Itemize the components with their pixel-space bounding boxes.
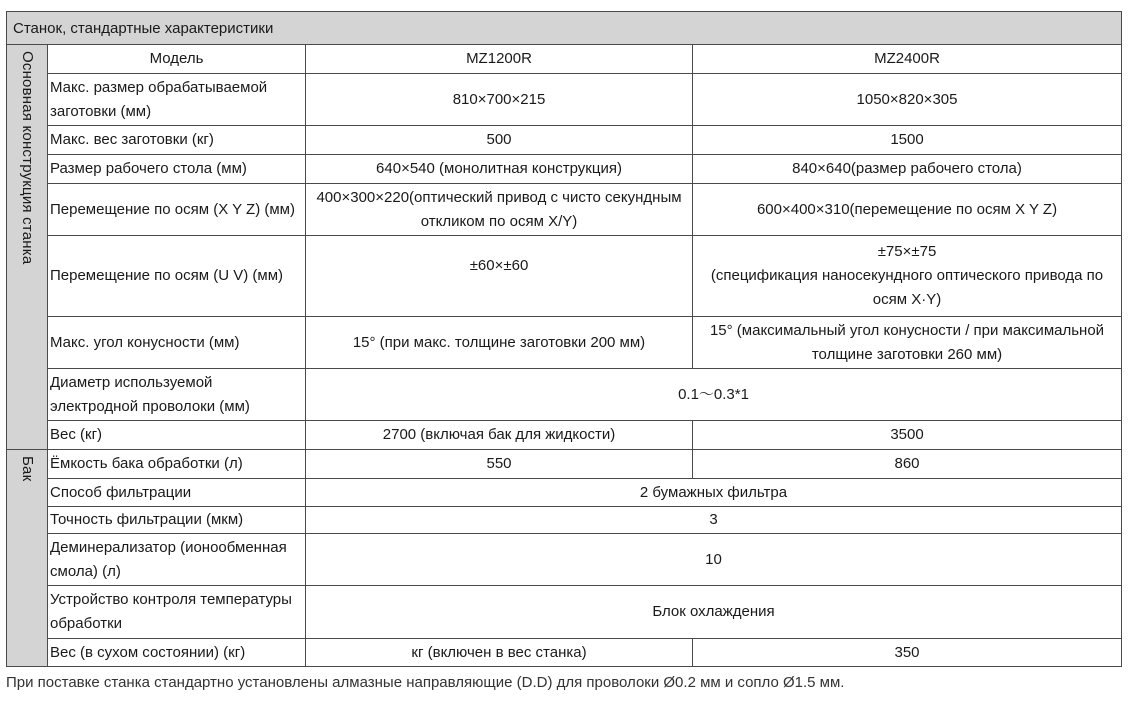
row-value-2: 600×400×310(перемещение по осям X Y Z) [693,184,1122,236]
model-label: Модель [48,45,306,74]
row-value: 10 [306,534,1122,586]
row-value: 2 бумажных фильтра [306,479,1122,507]
row-label: Точность фильтрации (мкм) [48,507,306,534]
table-row [7,507,1122,534]
table-row [7,236,1122,317]
row-value-1: 810×700×215 [306,74,693,126]
row-value: Блок охлаждения [306,586,1122,639]
table-row [7,586,1122,639]
row-label: Перемещение по осям (U V) (мм) [48,236,306,317]
model-col2: MZ2400R [693,45,1122,74]
row-value-1: 640×540 (монолитная конструкция) [306,155,693,184]
row-value-2: 1050×820×305 [693,74,1122,126]
row-label: Ёмкость бака обработки (л) [48,450,306,479]
table-row [7,74,1122,126]
section-main-construction [7,45,48,450]
table-row [7,126,1122,155]
section-tank-label: Бак [19,456,36,482]
table-row [7,450,1122,479]
table-row [7,317,1122,369]
section-main-label: Основная конструкция станка [19,51,36,265]
row-value-2-line1: ±75×±75 [877,243,937,260]
row-value-1: ±60×±60 [306,236,693,317]
row-value-2: 860 [693,450,1122,479]
table-row [7,369,1122,421]
spec-table-container [6,11,1121,667]
row-label: Способ фильтрации [48,479,306,507]
model-col1: MZ1200R [306,45,693,74]
row-label: Макс. вес заготовки (кг) [48,126,306,155]
row-value-2: 15° (максимальный угол конусности / при максимальной толщине заготовки 260 мм) [693,317,1122,369]
row-value-1: 500 [306,126,693,155]
row-value-2: 840×640(размер рабочего стола) [693,155,1122,184]
row-value-1: 2700 (включая бак для жидкости) [306,421,693,450]
row-label: Размер рабочего стола (мм) [48,155,306,184]
row-value-1: кг (включен в вес станка) [306,639,693,667]
row-value-1: 400×300×220(оптический привод с чисто секундным откликом по осям X/Y) [306,184,693,236]
spec-table [6,11,1122,667]
row-value-2: 1500 [693,126,1122,155]
row-value-2: 350 [693,639,1122,667]
table-row [7,479,1122,507]
row-value-2: 3500 [693,421,1122,450]
section-tank [7,450,48,667]
table-row [7,421,1122,450]
row-value-1: 15° (при макс. толщине заготовки 200 мм) [306,317,693,369]
table-row [7,184,1122,236]
row-label: Макс. размер обрабатываемой заготовки (мм) [48,74,306,126]
table-row [7,534,1122,586]
table-row [7,155,1122,184]
row-label: Диаметр используемой электродной проволоки (мм) [48,369,306,421]
row-label: Перемещение по осям (X Y Z) (мм) [48,184,306,236]
row-label: Вес (кг) [48,421,306,450]
table-row [7,639,1122,667]
table-title: Станок, стандартные характеристики [7,12,1122,45]
row-label: Деминерализатор (ионообменная смола) (л) [48,534,306,586]
row-value: 3 [306,507,1122,534]
row-value-2-line2: (спецификация наносекундного оптического привода по осям X·Y) [710,267,1104,308]
row-label: Вес (в сухом состоянии) (кг) [48,639,306,667]
row-label: Устройство контроля температуры обработки [48,586,306,639]
footnote: При поставке станка стандартно установлены алмазные направляющие (D.D) для проволоки Ø0.2 мм и сопло Ø1.5 мм. [6,674,845,691]
row-label: Макс. угол конусности (мм) [48,317,306,369]
row-value-1: 550 [306,450,693,479]
row-value: 0.1～0.3*1 [306,369,1122,421]
row-value-2 [693,236,1122,317]
